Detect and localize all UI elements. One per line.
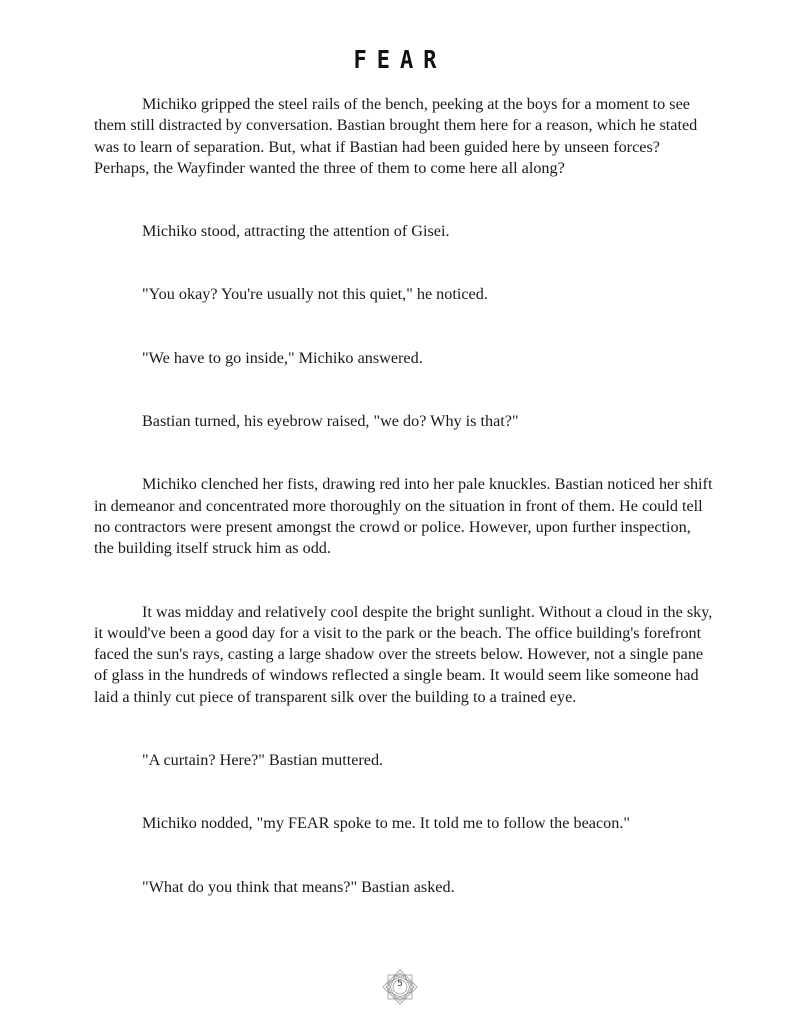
page-number: 5 (397, 979, 403, 989)
paragraph: "What do you think that means?" Bastian asked. (142, 877, 455, 896)
page-number-ornament (382, 969, 418, 1005)
page-title: FEAR (353, 46, 447, 75)
paragraph: Michiko nodded, "my FEAR spoke to me. It told me to follow the beacon." (142, 814, 630, 833)
paragraph: Michiko gripped the steel rails of the bench, peeking at the boys for a moment to see them still distracted by conversation. Bastian brought them here for a reason, which he stated was to learn of separation. But, what if Bastian had been guided here by unseen forces? Perhaps, the Wayfinder wanted the three of them to come here all along? (94, 95, 698, 177)
paragraph: "We have to go inside," Michiko answered. (142, 348, 423, 367)
paragraph: Michiko clenched her fists, drawing red into her pale knuckles. Bastian noticed her shift in demeanor and concentrated more thoroughly on the situation in front of them. He could tell no contractors were present amongst the crowd or police. However, upon further inspection, the building itself struck him as odd. (94, 475, 713, 558)
paragraph: It was midday and relatively cool despite the bright sunlight. Without a cloud in the sky, it would've been a good day for a visit to the park or the beach. The office building's forefront faced the sun's rays, casting a large shadow over the streets below. However, not a single pane of glass in the hundreds of windows reflected a single beam. It would seem like someone had laid a thinly cut piece of transparent silk over the building to a trained eye. (94, 602, 713, 706)
paragraph: Bastian turned, his eyebrow raised, "we do? Why is that?" (142, 412, 519, 431)
document-body (94, 94, 714, 898)
paragraph: "You okay? You're usually not this quiet," he noticed. (142, 285, 488, 304)
paragraph: Michiko stood, attracting the attention of Gisei. (142, 222, 450, 241)
paragraph: "A curtain? Here?" Bastian muttered. (142, 751, 384, 770)
